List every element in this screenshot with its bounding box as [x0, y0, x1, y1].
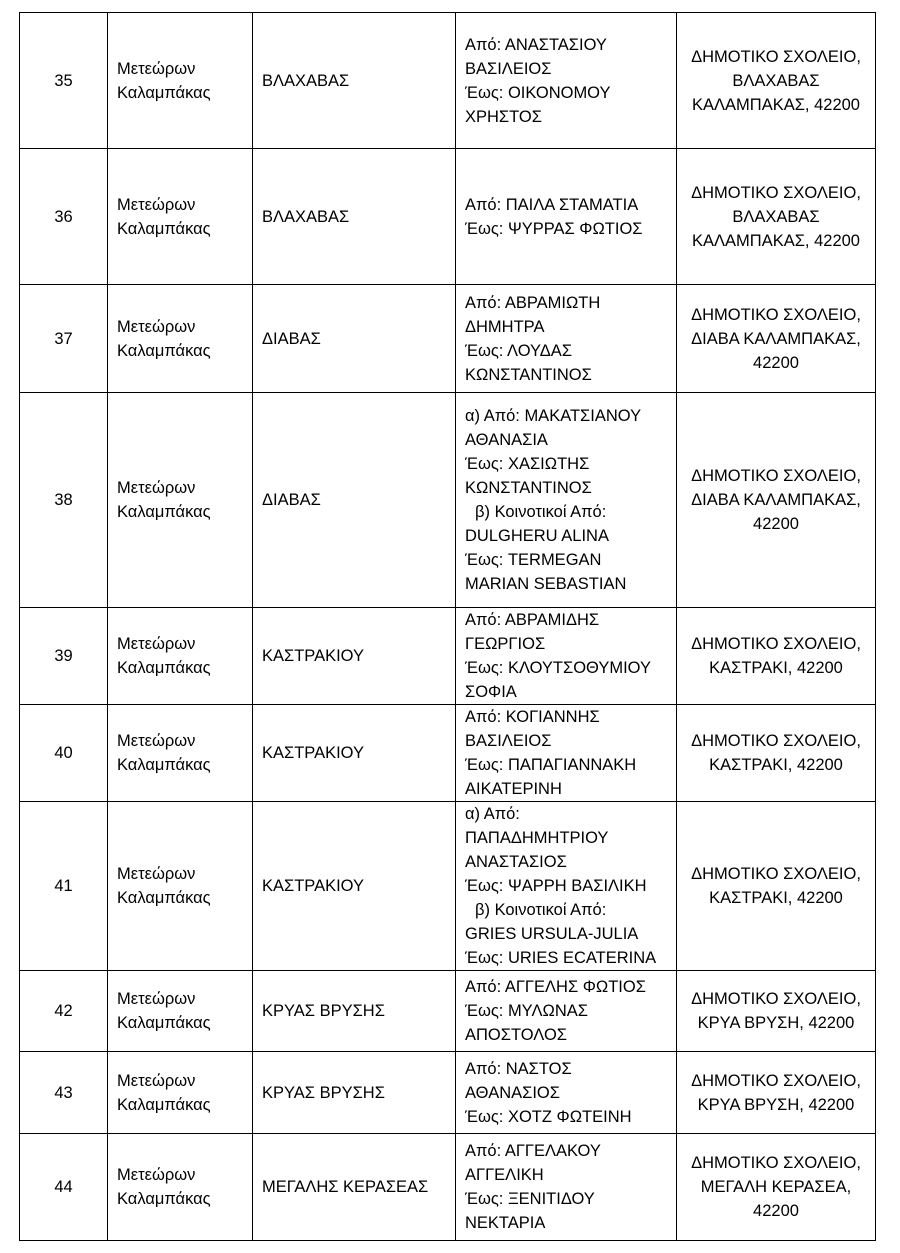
polling-location-line: ΚΑΛΑΜΠΑΚΑΣ, 42200	[692, 231, 860, 250]
table-row	[20, 285, 876, 393]
municipality-line: Μετεώρων	[117, 195, 196, 214]
polling-location-line: ΔΗΜΟΤΙΚΟ ΣΧΟΛΕΙΟ,	[691, 635, 861, 653]
voter-range-line: Έως: ΨΑΡΡΗ ΒΑΣΙΛΙΚΗ	[465, 877, 647, 895]
polling-location-cell	[677, 802, 876, 971]
voter-range-line: ΣΟΦΙΑ	[465, 683, 517, 701]
municipality-line: Μετεώρων	[117, 1166, 196, 1184]
polling-location-cell	[677, 13, 876, 149]
voter-range-line: Έως: ΧΟΤΖ ΦΩΤΕΙΝΗ	[465, 1107, 632, 1126]
voter-range-line: Έως: ΟΙΚΟΝΟΜΟΥ	[465, 83, 611, 102]
voter-range-line: ΒΑΣΙΛΕΙΟΣ	[465, 732, 552, 750]
voter-range-line: Έως: ΞΕΝΙΤΙΔΟΥ	[465, 1190, 595, 1208]
row-number: 44	[20, 1134, 108, 1241]
polling-location-line: ΚΑΛΑΜΠΑΚΑΣ, 42200	[692, 95, 860, 114]
table-row	[20, 802, 876, 971]
row-number: 38	[20, 393, 108, 608]
district-cell: ΒΛΑΧΑΒΑΣ	[253, 149, 456, 285]
municipality-line: Μετεώρων	[117, 317, 196, 336]
voter-range-line: ΚΩΝΣΤΑΝΤΙΝΟΣ	[465, 479, 592, 497]
voter-range-line: GRIES URSULA-JULIA	[465, 925, 639, 943]
voter-range-line: Έως: ΧΑΣΙΩΤΗΣ	[465, 455, 590, 473]
polling-location-cell	[677, 149, 876, 285]
voter-range-line: Από: ΑΒΡΑΜΙΩΤΗ	[465, 293, 601, 312]
row-number: 41	[20, 802, 108, 971]
polling-location-line: 42200	[753, 1202, 799, 1220]
voter-range-cell	[456, 971, 677, 1052]
municipality-line: Καλαμπάκας	[117, 503, 211, 521]
voter-range-line: Από: ΑΓΓΕΛΑΚΟΥ	[465, 1142, 601, 1160]
voter-range-line: Έως: ΨΥΡΡΑΣ ΦΩΤΙΟΣ	[465, 219, 643, 238]
polling-location-line: ΚΑΣΤΡΑΚΙ, 42200	[709, 889, 843, 907]
municipality-cell	[108, 285, 253, 393]
voter-range-cell	[456, 1134, 677, 1241]
polling-location-line: ΔΗΜΟΤΙΚΟ ΣΧΟΛΕΙΟ,	[691, 1071, 861, 1090]
municipality-line: Καλαμπάκας	[117, 1190, 211, 1208]
row-number: 37	[20, 285, 108, 393]
district-cell: ΚΡΥΑΣ ΒΡΥΣΗΣ	[253, 1052, 456, 1134]
voter-range-cell	[456, 705, 677, 802]
table-row	[20, 1052, 876, 1134]
voter-range-line: Από: ΑΓΓΕΛΗΣ ΦΩΤΙΟΣ	[465, 978, 646, 996]
table-row	[20, 705, 876, 802]
voter-range-line: Έως: ΜΥΛΩΝΑΣ	[465, 1002, 588, 1020]
polling-location-line: ΚΑΣΤΡΑΚΙ, 42200	[709, 659, 843, 677]
polling-location-cell	[677, 285, 876, 393]
polling-location-cell	[677, 971, 876, 1052]
polling-location-line: ΔΗΜΟΤΙΚΟ ΣΧΟΛΕΙΟ,	[691, 47, 861, 66]
polling-location-line: ΔΙΑΒΑ ΚΑΛΑΜΠΑΚΑΣ,	[691, 329, 861, 348]
table-row	[20, 608, 876, 705]
voter-range-line: ΑΙΚΑΤΕΡΙΝΗ	[465, 780, 562, 798]
voter-range-line: Έως: ΚΛΟΥΤΣΟΘΥΜΙΟΥ	[465, 659, 651, 677]
polling-location-line: ΔΗΜΟΤΙΚΟ ΣΧΟΛΕΙΟ,	[691, 1154, 861, 1172]
district-cell: ΚΑΣΤΡΑΚΙΟΥ	[253, 802, 456, 971]
polling-location-line: ΔΗΜΟΤΙΚΟ ΣΧΟΛΕΙΟ,	[691, 990, 861, 1008]
polling-location-cell	[677, 393, 876, 608]
row-number: 42	[20, 971, 108, 1052]
voter-range-line: ΑΓΓΕΛΙΚΗ	[465, 1166, 544, 1184]
municipality-cell	[108, 705, 253, 802]
polling-location-line: ΔΙΑΒΑ ΚΑΛΑΜΠΑΚΑΣ,	[691, 491, 861, 509]
polling-location-line: 42200	[753, 353, 799, 372]
polling-location-line: 42200	[753, 515, 799, 533]
polling-location-line: ΔΗΜΟΤΙΚΟ ΣΧΟΛΕΙΟ,	[691, 732, 861, 750]
voter-range-line: ΑΠΟΣΤΟΛΟΣ	[465, 1026, 567, 1044]
municipality-line: Μετεώρων	[117, 865, 196, 883]
municipality-cell	[108, 802, 253, 971]
voter-range-line: Έως: ΛΟΥΔΑΣ	[465, 341, 573, 360]
voter-range-line: ΒΑΣΙΛΕΙΟΣ	[465, 59, 552, 78]
voter-range-line: Έως: URIES ECATERINA	[465, 949, 657, 967]
polling-location-cell	[677, 1052, 876, 1134]
municipality-cell	[108, 1052, 253, 1134]
voter-range-line: Από: ΝΑΣΤΟΣ	[465, 1059, 572, 1078]
voter-range-line: ΑΘΑΝΑΣΙΑ	[465, 431, 548, 449]
polling-location-line: ΔΗΜΟΤΙΚΟ ΣΧΟΛΕΙΟ,	[691, 305, 861, 324]
polling-location-line: ΔΗΜΟΤΙΚΟ ΣΧΟΛΕΙΟ,	[691, 467, 861, 485]
municipality-line: Καλαμπάκας	[117, 83, 211, 102]
municipality-line: Μετεώρων	[117, 1071, 196, 1090]
district-cell: ΒΛΑΧΑΒΑΣ	[253, 13, 456, 149]
voter-range-line: Έως: ΠΑΠΑΓΙΑΝΝΑΚΗ	[465, 756, 637, 774]
voter-range-line: Από: ΠΑΙΛΑ ΣΤΑΜΑΤΙΑ	[465, 195, 639, 214]
municipality-line: Μετεώρων	[117, 635, 196, 653]
district-cell: ΜΕΓΑΛΗΣ ΚΕΡΑΣΕΑΣ	[253, 1134, 456, 1241]
polling-location-line: ΒΛΑΧΑΒΑΣ	[732, 207, 820, 226]
voter-range-line: ΝΕΚΤΑΡΙΑ	[465, 1214, 546, 1232]
municipality-cell	[108, 393, 253, 608]
municipality-line: Καλαμπάκας	[117, 341, 211, 360]
polling-location-line: ΜΕΓΑΛΗ ΚΕΡΑΣΕΑ,	[700, 1178, 852, 1196]
voter-range-line: ΓΕΩΡΓΙΟΣ	[465, 635, 546, 653]
municipality-line: Μετεώρων	[117, 479, 196, 497]
municipality-line: Μετεώρων	[117, 732, 196, 750]
municipality-line: Μετεώρων	[117, 59, 196, 78]
voter-range-cell	[456, 393, 677, 608]
district-cell: ΚΑΣΤΡΑΚΙΟΥ	[253, 705, 456, 802]
table-row	[20, 13, 876, 149]
row-number: 36	[20, 149, 108, 285]
voter-range-line: ΔΗΜΗΤΡΑ	[465, 317, 545, 336]
district-cell: ΔΙΑΒΑΣ	[253, 393, 456, 608]
municipality-line: Καλαμπάκας	[117, 1095, 211, 1114]
voter-range-line: DULGHERU ALINA	[465, 527, 609, 545]
voter-range-cell	[456, 608, 677, 705]
municipality-line: Καλαμπάκας	[117, 889, 211, 907]
voter-range-cell	[456, 149, 677, 285]
table-row	[20, 149, 876, 285]
voter-range-line: Από: ΑΒΡΑΜΙΔΗΣ	[465, 611, 600, 629]
polling-location-line: ΚΑΣΤΡΑΚΙ, 42200	[709, 756, 843, 774]
district-cell: ΚΑΣΤΡΑΚΙΟΥ	[253, 608, 456, 705]
district-cell: ΚΡΥΑΣ ΒΡΥΣΗΣ	[253, 971, 456, 1052]
table-row	[20, 393, 876, 608]
voter-range-line: ΑΝΑΣΤΑΣΙΟΣ	[465, 853, 567, 871]
table-row	[20, 971, 876, 1052]
municipality-line: Μετεώρων	[117, 990, 196, 1008]
polling-location-line: ΚΡΥΑ ΒΡΥΣΗ, 42200	[697, 1014, 855, 1032]
row-number: 43	[20, 1052, 108, 1134]
voter-range-line: MARIAN SEBASTIAN	[465, 575, 627, 593]
voter-range-line: Έως: TERMEGAN	[465, 551, 602, 569]
polling-location-line: ΒΛΑΧΑΒΑΣ	[732, 71, 820, 90]
polling-location-cell	[677, 608, 876, 705]
municipality-cell	[108, 1134, 253, 1241]
municipality-line: Καλαμπάκας	[117, 1014, 211, 1032]
voter-range-line: ΑΘΑΝΑΣΙΟΣ	[465, 1083, 560, 1102]
polling-location-line: ΔΗΜΟΤΙΚΟ ΣΧΟΛΕΙΟ,	[691, 865, 861, 883]
municipality-cell	[108, 149, 253, 285]
municipality-cell	[108, 971, 253, 1052]
voter-range-cell	[456, 802, 677, 971]
table-body	[20, 13, 876, 1241]
voter-range-cell	[456, 1052, 677, 1134]
polling-location-line: ΔΗΜΟΤΙΚΟ ΣΧΟΛΕΙΟ,	[691, 183, 861, 202]
voter-range-line: ΚΩΝΣΤΑΝΤΙΝΟΣ	[465, 365, 592, 384]
voter-range-cell	[456, 13, 677, 149]
row-number: 40	[20, 705, 108, 802]
municipality-line: Καλαμπάκας	[117, 756, 211, 774]
municipality-cell	[108, 13, 253, 149]
municipality-cell	[108, 608, 253, 705]
municipality-line: Καλαμπάκας	[117, 219, 211, 238]
municipality-line: Καλαμπάκας	[117, 659, 211, 677]
polling-location-cell	[677, 705, 876, 802]
voter-range-line: β) Κοινοτικοί Από:	[475, 503, 607, 521]
row-number: 39	[20, 608, 108, 705]
voter-range-line: Από: ΚΟΓΙΑΝΝΗΣ	[465, 708, 600, 726]
polling-location-line: ΚΡΥΑ ΒΡΥΣΗ, 42200	[697, 1095, 855, 1114]
voter-range-line: β) Κοινοτικοί Από:	[475, 901, 607, 919]
voter-range-line: Από: ΑΝΑΣΤΑΣΙΟΥ	[465, 35, 607, 54]
voter-range-line: ΠΑΠΑΔΗΜΗΤΡΙΟΥ	[465, 829, 609, 847]
voter-range-cell	[456, 285, 677, 393]
row-number: 35	[20, 13, 108, 149]
voter-range-line: α) Από: ΜΑΚΑΤΣΙΑΝΟΥ	[465, 407, 642, 425]
voter-range-line: α) Από:	[465, 805, 520, 823]
table-row	[20, 1134, 876, 1241]
polling-stations-table	[19, 12, 876, 1241]
voter-range-line: ΧΡΗΣΤΟΣ	[465, 107, 542, 126]
polling-location-cell	[677, 1134, 876, 1241]
district-cell: ΔΙΑΒΑΣ	[253, 285, 456, 393]
